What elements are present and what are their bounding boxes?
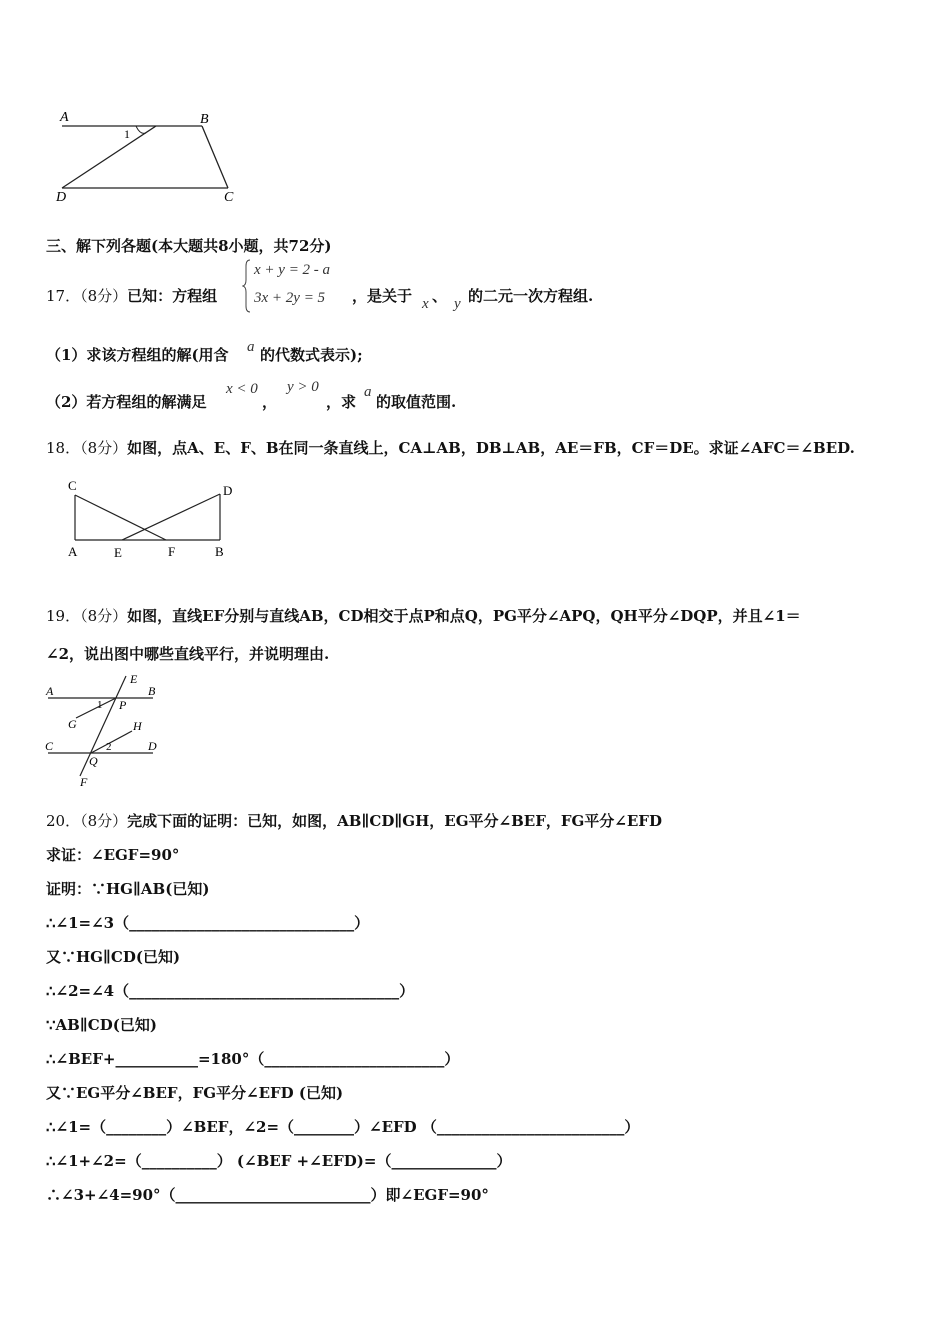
fig19-angle-1: 1	[97, 699, 103, 711]
q20-number: 20．（8分）	[46, 812, 128, 830]
figure-q19	[40, 672, 170, 792]
q17-p2-pre: （2）若方程组的解满足	[46, 393, 207, 411]
q17-var-x: x	[422, 296, 429, 312]
q17-p2-post: 的取值范围.	[376, 393, 457, 411]
q19-number: 19．（8分）	[46, 607, 128, 625]
q17-equation-2: 3x + 2y = 5	[254, 290, 326, 306]
fig19-label-G: G	[68, 717, 77, 731]
fig18-label-E: E	[114, 545, 122, 560]
fig18-label-C: C	[68, 478, 77, 493]
q17-var-y: y	[454, 296, 461, 312]
q20-proof-line: 又∵EG平分∠BEF，FG平分∠EFD (已知)	[46, 1084, 344, 1102]
q17-sep: 、	[432, 287, 448, 305]
q17-pre: 已知：方程组	[127, 287, 218, 305]
q17-mid: ，是关于	[352, 287, 413, 305]
fig19-label-A: A	[46, 684, 54, 698]
fig19-label-P: P	[119, 698, 127, 712]
q17-part-2	[46, 392, 206, 412]
q20-proof-line: ∵AB∥CD(已知)	[46, 1016, 157, 1034]
q20-line	[46, 811, 662, 831]
q17-p2-comma: ，	[262, 393, 278, 411]
q17-p1-pre: （1）求该方程组的解(用含	[46, 346, 229, 364]
fig18-label-D: D	[223, 483, 233, 498]
fig19-label-B: B	[148, 684, 156, 698]
fig19-label-Q: Q	[89, 754, 98, 768]
q20-proof-line: ∴∠1=∠3（______________________________）	[46, 914, 370, 932]
q19-line-2: ∠2，说出图中哪些直线平行，并说明理由.	[46, 645, 330, 663]
q17-line	[46, 286, 217, 306]
fig19-label-C: C	[45, 739, 54, 753]
label-A: A	[60, 110, 69, 125]
figure-q16	[50, 105, 250, 210]
q18-number: 18．（8分）	[46, 439, 128, 457]
q20-proof-line: ∴∠1+∠2=（__________） (∠BEF +∠EFD)=（______________）	[46, 1152, 512, 1170]
q18-text: 如图，点A、E、F、B在同一条直线上，CA⊥AB，DB⊥AB，AE＝FB，CF＝DE。求证∠AFC＝∠BED.	[127, 439, 855, 457]
section-3-title: 三、解下列各题(本大题共8小题，共72分)	[46, 237, 332, 255]
q17-number: 17．（8分）	[46, 287, 128, 305]
fig18-label-B: B	[215, 544, 224, 559]
q20-proof-line: 求证：∠EGF=90°	[46, 846, 180, 864]
label-C: C	[224, 190, 234, 205]
q20-proof-line: ∴∠1=（________）∠BEF，∠2=（________）∠EFD （_________________________）	[46, 1118, 640, 1136]
fig19-label-F: F	[80, 775, 88, 789]
q20-proof-line: ∴∠2=∠4（____________________________________）	[46, 982, 415, 1000]
q19-text-1: 如图，直线EF分别与直线AB，CD相交于点P和点Q，PG平分∠APQ，QH平分∠DQP，并且∠1＝	[127, 607, 801, 625]
q17-part-1	[46, 345, 229, 365]
q17-equation-1: x + y = 2 - a	[254, 262, 331, 278]
q17-p2-var: a	[364, 384, 372, 400]
q17-p1-post: 的代数式表示);	[260, 346, 363, 364]
q20-text: 完成下面的证明：已知，如图，AB∥CD∥GH，EG平分∠BEF，FG平分∠EFD	[127, 812, 662, 830]
q20-proof-line: ∴∠BEF+___________=180°（________________________）	[46, 1050, 460, 1068]
label-D: D	[56, 190, 67, 205]
q17-p2-mid: ，求	[326, 393, 357, 411]
fig19-label-D: D	[148, 739, 157, 753]
q17-brace	[242, 258, 252, 314]
q17-post: 的二元一次方程组.	[468, 287, 594, 305]
q20-proof-line: ∴∠3+∠4=90°（__________________________）即∠EGF=90°	[46, 1186, 489, 1204]
fig19-angle-2: 2	[106, 741, 112, 753]
q20-proof-line: 又∵HG∥CD(已知)	[46, 948, 181, 966]
q18-line	[46, 438, 855, 458]
q20-proof-line: 证明：∵HG∥AB(已知)	[46, 880, 210, 898]
fig19-label-E: E	[130, 672, 138, 686]
angle-1-label: 1	[124, 127, 130, 141]
label-B: B	[200, 112, 209, 127]
q19-line-1	[46, 606, 801, 626]
q17-p2-cond1: x < 0	[226, 381, 258, 397]
fig19-label-H: H	[133, 719, 142, 733]
figure-q18	[60, 478, 240, 563]
q17-p2-cond2: y > 0	[287, 379, 319, 395]
fig18-label-F: F	[168, 544, 176, 559]
fig18-label-A: A	[68, 544, 78, 559]
q17-p1-var: a	[247, 339, 255, 355]
